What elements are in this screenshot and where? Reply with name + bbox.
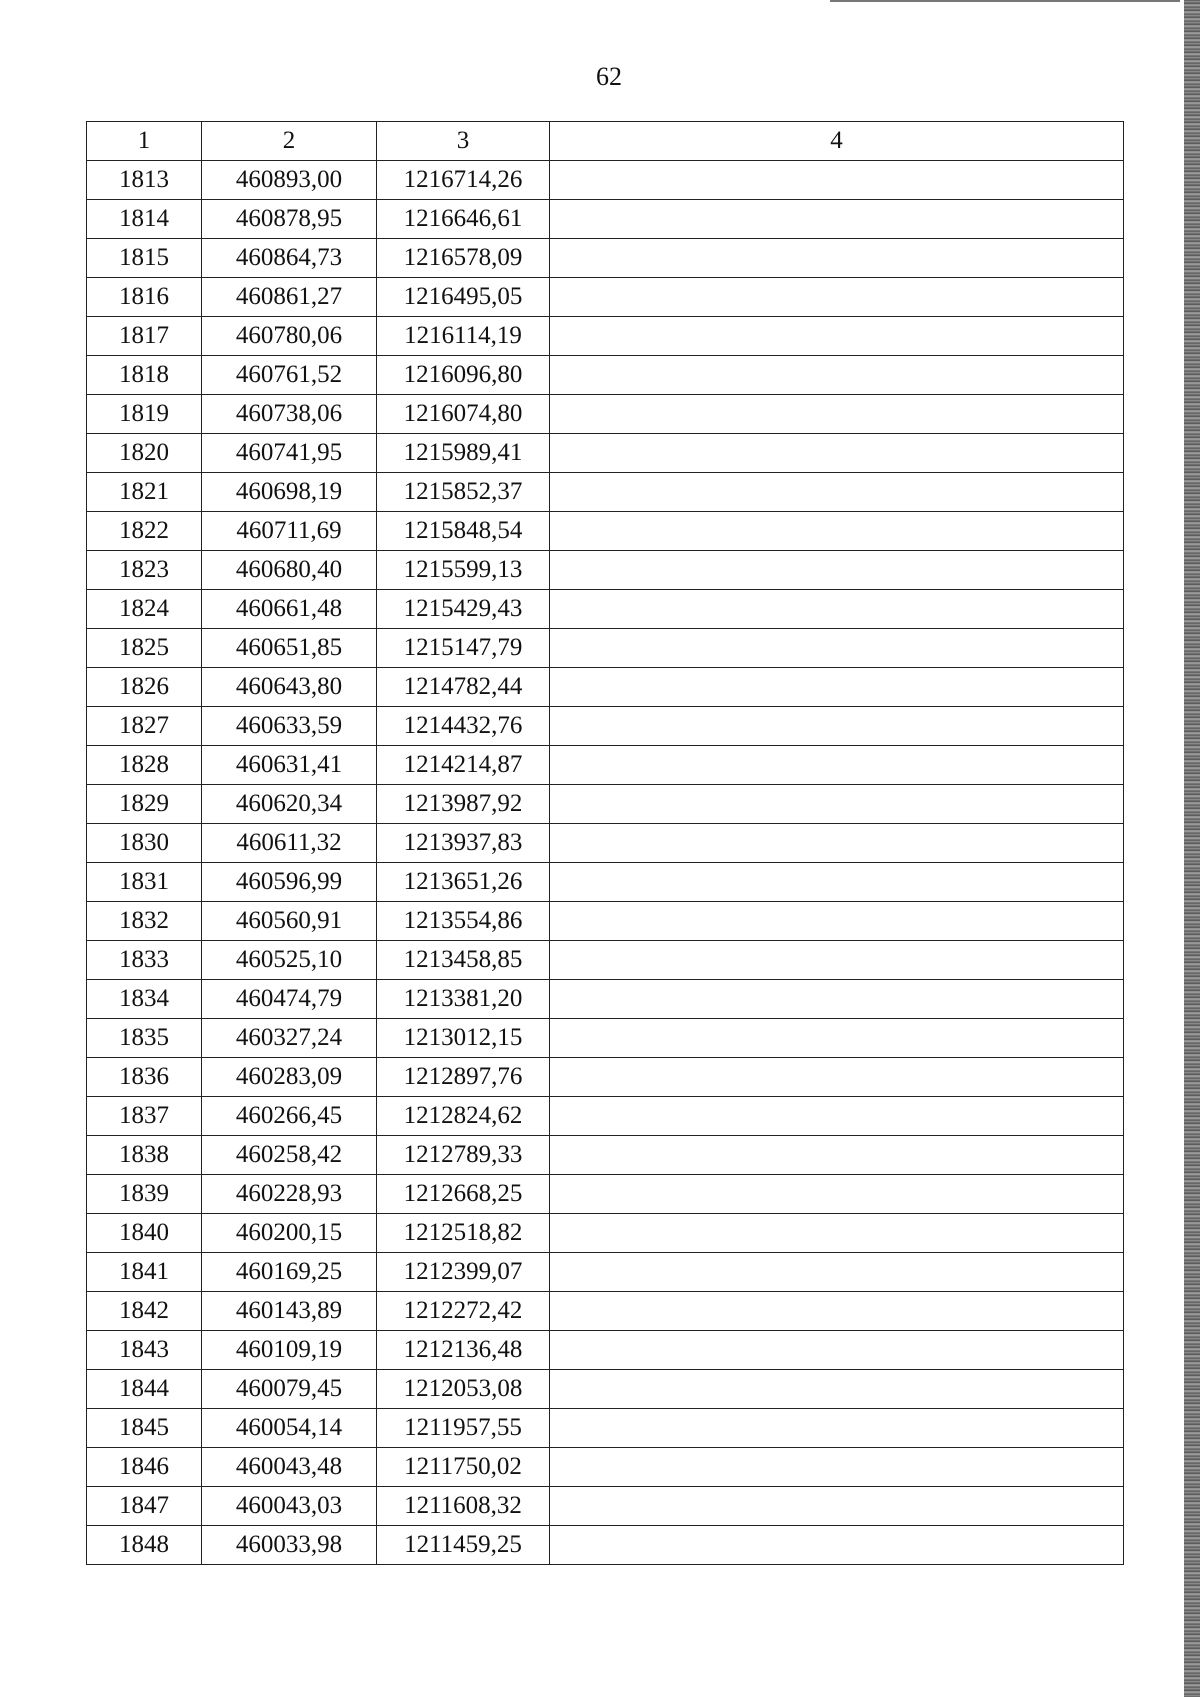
table-cell-col-4	[550, 395, 1124, 434]
table-cell-col-1: 1820	[87, 434, 202, 473]
table-cell-col-1: 1827	[87, 707, 202, 746]
table-cell-col-1: 1841	[87, 1253, 202, 1292]
table-row	[87, 356, 1124, 395]
table-cell-col-1: 1823	[87, 551, 202, 590]
table-row	[87, 1058, 1124, 1097]
table-cell-col-3: 1214432,76	[377, 707, 550, 746]
table-cell-col-1: 1816	[87, 278, 202, 317]
table-cell-col-4	[550, 473, 1124, 512]
table-cell-col-3: 1213381,20	[377, 980, 550, 1019]
table-cell-col-2: 460698,19	[202, 473, 377, 512]
table-cell-col-4	[550, 317, 1124, 356]
table-cell-col-4	[550, 590, 1124, 629]
table-cell-col-4	[550, 278, 1124, 317]
table-cell-col-4	[550, 434, 1124, 473]
table-cell-col-1: 1813	[87, 161, 202, 200]
table-cell-col-4	[550, 902, 1124, 941]
table-cell-col-4	[550, 1019, 1124, 1058]
table-cell-col-4	[550, 863, 1124, 902]
table-cell-col-4	[550, 668, 1124, 707]
table-row	[87, 902, 1124, 941]
table-row	[87, 551, 1124, 590]
table-cell-col-2: 460079,45	[202, 1370, 377, 1409]
table-cell-col-3: 1212518,82	[377, 1214, 550, 1253]
table-cell-col-3: 1216074,80	[377, 395, 550, 434]
table-cell-col-1: 1830	[87, 824, 202, 863]
table-row	[87, 1019, 1124, 1058]
table-header-row	[87, 122, 1124, 161]
table-cell-col-3: 1216114,19	[377, 317, 550, 356]
column-header-2: 2	[202, 122, 377, 161]
table-cell-col-1: 1840	[87, 1214, 202, 1253]
table-cell-col-1: 1821	[87, 473, 202, 512]
table-row	[87, 1175, 1124, 1214]
table-cell-col-2: 460893,00	[202, 161, 377, 200]
table-cell-col-1: 1817	[87, 317, 202, 356]
table-cell-col-1: 1815	[87, 239, 202, 278]
table-cell-col-1: 1833	[87, 941, 202, 980]
table-cell-col-2: 460169,25	[202, 1253, 377, 1292]
table-cell-col-3: 1216096,80	[377, 356, 550, 395]
table-cell-col-2: 460143,89	[202, 1292, 377, 1331]
table-cell-col-3: 1212272,42	[377, 1292, 550, 1331]
table-row	[87, 1409, 1124, 1448]
table-cell-col-2: 460283,09	[202, 1058, 377, 1097]
table-cell-col-2: 460258,42	[202, 1136, 377, 1175]
table-cell-col-4	[550, 512, 1124, 551]
table-row	[87, 1136, 1124, 1175]
table-cell-col-2: 460864,73	[202, 239, 377, 278]
table-cell-col-2: 460878,95	[202, 200, 377, 239]
table-cell-col-2: 460596,99	[202, 863, 377, 902]
table-cell-col-1: 1839	[87, 1175, 202, 1214]
table-cell-col-3: 1215848,54	[377, 512, 550, 551]
table-cell-col-3: 1211459,25	[377, 1526, 550, 1565]
table-cell-col-3: 1216495,05	[377, 278, 550, 317]
column-header-1: 1	[87, 122, 202, 161]
table-cell-col-1: 1828	[87, 746, 202, 785]
table-cell-col-2: 460711,69	[202, 512, 377, 551]
table-cell-col-1: 1829	[87, 785, 202, 824]
table-cell-col-4	[550, 1253, 1124, 1292]
table-cell-col-2: 460651,85	[202, 629, 377, 668]
table-cell-col-2: 460861,27	[202, 278, 377, 317]
table-cell-col-4	[550, 239, 1124, 278]
table-cell-col-3: 1215989,41	[377, 434, 550, 473]
table-cell-col-3: 1216578,09	[377, 239, 550, 278]
table-cell-col-2: 460560,91	[202, 902, 377, 941]
table-cell-col-3: 1213554,86	[377, 902, 550, 941]
table-cell-col-4	[550, 1370, 1124, 1409]
table-cell-col-3: 1212136,48	[377, 1331, 550, 1370]
table-cell-col-3: 1215599,13	[377, 551, 550, 590]
table-cell-col-4	[550, 551, 1124, 590]
table-row	[87, 1487, 1124, 1526]
table-cell-col-3: 1213012,15	[377, 1019, 550, 1058]
table-cell-col-1: 1843	[87, 1331, 202, 1370]
table-cell-col-4	[550, 1136, 1124, 1175]
table-cell-col-2: 460043,48	[202, 1448, 377, 1487]
table-cell-col-2: 460200,15	[202, 1214, 377, 1253]
table-cell-col-2: 460054,14	[202, 1409, 377, 1448]
table-cell-col-1: 1836	[87, 1058, 202, 1097]
table-cell-col-3: 1213458,85	[377, 941, 550, 980]
table-row	[87, 512, 1124, 551]
table-cell-col-2: 460620,34	[202, 785, 377, 824]
table-row	[87, 1097, 1124, 1136]
table-cell-col-4	[550, 1409, 1124, 1448]
table-cell-col-3: 1213987,92	[377, 785, 550, 824]
table-cell-col-2: 460474,79	[202, 980, 377, 1019]
table-row	[87, 668, 1124, 707]
table-row	[87, 473, 1124, 512]
table-cell-col-1: 1845	[87, 1409, 202, 1448]
table-row	[87, 746, 1124, 785]
table-cell-col-2: 460661,48	[202, 590, 377, 629]
table-cell-col-4	[550, 785, 1124, 824]
table-row	[87, 824, 1124, 863]
table-row	[87, 629, 1124, 668]
table-cell-col-3: 1214214,87	[377, 746, 550, 785]
table-cell-col-4	[550, 1448, 1124, 1487]
table-row	[87, 863, 1124, 902]
page-number: 62	[596, 62, 622, 91]
table-cell-col-4	[550, 1292, 1124, 1331]
table-cell-col-4	[550, 161, 1124, 200]
table-cell-col-2: 460228,93	[202, 1175, 377, 1214]
table-row	[87, 1292, 1124, 1331]
table-cell-col-3: 1215429,43	[377, 590, 550, 629]
table-cell-col-1: 1822	[87, 512, 202, 551]
table-cell-col-1: 1835	[87, 1019, 202, 1058]
table-cell-col-1: 1848	[87, 1526, 202, 1565]
table-body	[87, 161, 1124, 1565]
table-row	[87, 1253, 1124, 1292]
column-header-4: 4	[550, 122, 1124, 161]
table-cell-col-2: 460611,32	[202, 824, 377, 863]
table-cell-col-4	[550, 824, 1124, 863]
table-cell-col-4	[550, 356, 1124, 395]
table-cell-col-4	[550, 1214, 1124, 1253]
table-row	[87, 707, 1124, 746]
table-row	[87, 1526, 1124, 1565]
table-cell-col-2: 460680,40	[202, 551, 377, 590]
table-cell-col-2: 460633,59	[202, 707, 377, 746]
table-cell-col-2: 460109,19	[202, 1331, 377, 1370]
table-row	[87, 1214, 1124, 1253]
table-row	[87, 200, 1124, 239]
table-row	[87, 395, 1124, 434]
table-cell-col-2: 460780,06	[202, 317, 377, 356]
table-cell-col-3: 1214782,44	[377, 668, 550, 707]
table-row	[87, 161, 1124, 200]
table-cell-col-2: 460741,95	[202, 434, 377, 473]
table-cell-col-3: 1215147,79	[377, 629, 550, 668]
table-cell-col-4	[550, 1487, 1124, 1526]
table-cell-col-3: 1216646,61	[377, 200, 550, 239]
table-cell-col-1: 1846	[87, 1448, 202, 1487]
table-cell-col-4	[550, 1175, 1124, 1214]
table-cell-col-3: 1212897,76	[377, 1058, 550, 1097]
table-row	[87, 239, 1124, 278]
table-row	[87, 941, 1124, 980]
table-row	[87, 317, 1124, 356]
table-cell-col-1: 1842	[87, 1292, 202, 1331]
table-cell-col-3: 1213937,83	[377, 824, 550, 863]
table-cell-col-1: 1814	[87, 200, 202, 239]
table-cell-col-1: 1818	[87, 356, 202, 395]
page-edge-line	[830, 0, 1180, 2]
table-cell-col-1: 1847	[87, 1487, 202, 1526]
table-cell-col-4	[550, 1526, 1124, 1565]
table-cell-col-1: 1837	[87, 1097, 202, 1136]
table-cell-col-3: 1212668,25	[377, 1175, 550, 1214]
table-row	[87, 980, 1124, 1019]
table-cell-col-2: 460033,98	[202, 1526, 377, 1565]
table-cell-col-3: 1211608,32	[377, 1487, 550, 1526]
table-cell-col-1: 1844	[87, 1370, 202, 1409]
table-cell-col-2: 460631,41	[202, 746, 377, 785]
table-cell-col-2: 460327,24	[202, 1019, 377, 1058]
table-cell-col-2: 460643,80	[202, 668, 377, 707]
table-cell-col-2: 460761,52	[202, 356, 377, 395]
table-cell-col-1: 1825	[87, 629, 202, 668]
table-row	[87, 434, 1124, 473]
table-cell-col-3: 1212789,33	[377, 1136, 550, 1175]
table-cell-col-1: 1838	[87, 1136, 202, 1175]
table-cell-col-1: 1832	[87, 902, 202, 941]
column-header-3: 3	[377, 122, 550, 161]
table-row	[87, 590, 1124, 629]
table-cell-col-3: 1212824,62	[377, 1097, 550, 1136]
table-cell-col-1: 1819	[87, 395, 202, 434]
table-cell-col-4	[550, 1331, 1124, 1370]
table-cell-col-4	[550, 629, 1124, 668]
table-cell-col-1: 1834	[87, 980, 202, 1019]
table-cell-col-1: 1831	[87, 863, 202, 902]
scan-edge-strip	[1184, 0, 1200, 1697]
table-cell-col-2: 460266,45	[202, 1097, 377, 1136]
table-cell-col-3: 1211750,02	[377, 1448, 550, 1487]
table-cell-col-4	[550, 746, 1124, 785]
table-row	[87, 1331, 1124, 1370]
table-cell-col-4	[550, 941, 1124, 980]
table-cell-col-2: 460043,03	[202, 1487, 377, 1526]
table-cell-col-3: 1215852,37	[377, 473, 550, 512]
table-cell-col-3: 1216714,26	[377, 161, 550, 200]
coordinates-table	[86, 121, 1124, 1565]
table-cell-col-4	[550, 1058, 1124, 1097]
table-cell-col-4	[550, 1097, 1124, 1136]
table-cell-col-2: 460525,10	[202, 941, 377, 980]
table-row	[87, 785, 1124, 824]
table-cell-col-4	[550, 980, 1124, 1019]
table-cell-col-3: 1213651,26	[377, 863, 550, 902]
table-row	[87, 278, 1124, 317]
table-cell-col-2: 460738,06	[202, 395, 377, 434]
table-cell-col-1: 1824	[87, 590, 202, 629]
table-row	[87, 1370, 1124, 1409]
table-cell-col-4	[550, 707, 1124, 746]
table-cell-col-3: 1212399,07	[377, 1253, 550, 1292]
table-cell-col-4	[550, 200, 1124, 239]
table-cell-col-3: 1211957,55	[377, 1409, 550, 1448]
table-row	[87, 1448, 1124, 1487]
table-cell-col-1: 1826	[87, 668, 202, 707]
table-cell-col-3: 1212053,08	[377, 1370, 550, 1409]
